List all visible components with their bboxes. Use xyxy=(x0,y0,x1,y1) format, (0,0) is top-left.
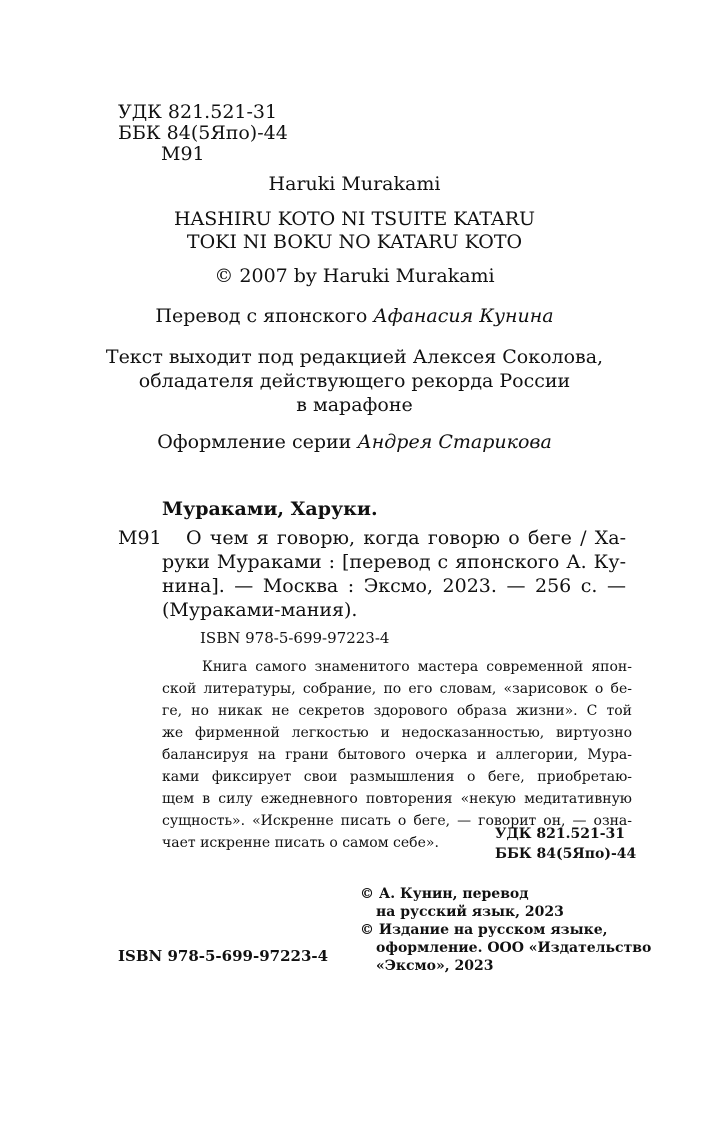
copyright-translation-line2: на русский язык, 2023 xyxy=(376,904,564,920)
original-copyright: © 2007 by Haruki Murakami xyxy=(214,265,495,287)
designer-name: Андрея Старикова xyxy=(357,431,552,453)
bib-line4: (Мураками-мания). xyxy=(162,599,358,621)
bib-line1: О чем я говорю, когда говорю о беге / Ха- xyxy=(186,527,626,549)
copyright-edition-line2: оформление. ООО «Издательство xyxy=(376,940,652,956)
bottom-bbk: ББК 84(5Япо)-44 xyxy=(495,846,637,862)
annotation-line: ге, но никак не секретов здорового образа жизни». С той xyxy=(162,703,632,719)
annotation-line: балансируя на грани бытового очерка и аллегории, Мура- xyxy=(162,747,632,763)
copyright-edition-line1: © Издание на русском языке, xyxy=(360,922,608,938)
copyright-edition-line3: «Эксмо», 2023 xyxy=(376,958,494,974)
original-title-line2: TOKI NI BOKU NO KATARU KOTO xyxy=(186,231,523,253)
annotation-line: щем в силу ежедневного повторения «некую медитативную xyxy=(162,791,632,807)
copyright-translation-line1: © А. Кунин, перевод xyxy=(360,886,529,902)
bbk-code: ББК 84(5Япо)-44 xyxy=(118,122,288,144)
annotation-line: ской литературы, собрание, по его словам, «зарисовок о бе- xyxy=(162,681,632,697)
translation-prefix: Перевод с японского xyxy=(155,305,374,327)
editor-note-line3: в марафоне xyxy=(296,394,413,416)
bib-line3: нина]. — Москва : Эксмо, 2023. — 256 с. — xyxy=(162,575,626,597)
original-author: Haruki Murakami xyxy=(268,173,441,195)
bib-line2: руки Мураками : [перевод с японского А. Ку- xyxy=(162,551,626,573)
design-prefix: Оформление серии xyxy=(157,431,358,453)
annotation-last-line: чает искренне писать о самом себе». xyxy=(162,835,439,851)
annotation-line: ками фиксирует свои размышления о беге, приобретаю- xyxy=(162,769,632,785)
annotation-line: Книга самого знаменитого мастера современной япон- xyxy=(202,659,632,675)
annotation-line: сущность». «Искренне писать о беге, — говорит он, — озна- xyxy=(162,813,632,829)
bottom-udk: УДК 821.521-31 xyxy=(495,826,626,842)
bib-isbn: ISBN 978-5-699-97223-4 xyxy=(200,629,390,647)
bib-heading: Мураками, Харуки. xyxy=(162,498,378,520)
original-title-line1: HASHIRU KOTO NI TSUITE KATARU xyxy=(173,208,536,230)
design-credit xyxy=(0,430,709,455)
bib-author-sign: М91 xyxy=(118,527,162,549)
translation-credit xyxy=(0,304,709,329)
footer-isbn: ISBN 978-5-699-97223-4 xyxy=(118,947,329,965)
editor-note-line1: Текст выходит под редакцией Алексея Соколова, xyxy=(105,346,604,368)
editor-note-line2: обладателя действующего рекорда России xyxy=(138,370,571,392)
translator-name: Афанасия Кунина xyxy=(373,305,554,327)
udk-code: УДК 821.521-31 xyxy=(118,101,278,123)
annotation-line: же фирменной легкостью и недосказанностью, виртуозно xyxy=(162,725,632,741)
author-sign: М91 xyxy=(161,143,205,165)
